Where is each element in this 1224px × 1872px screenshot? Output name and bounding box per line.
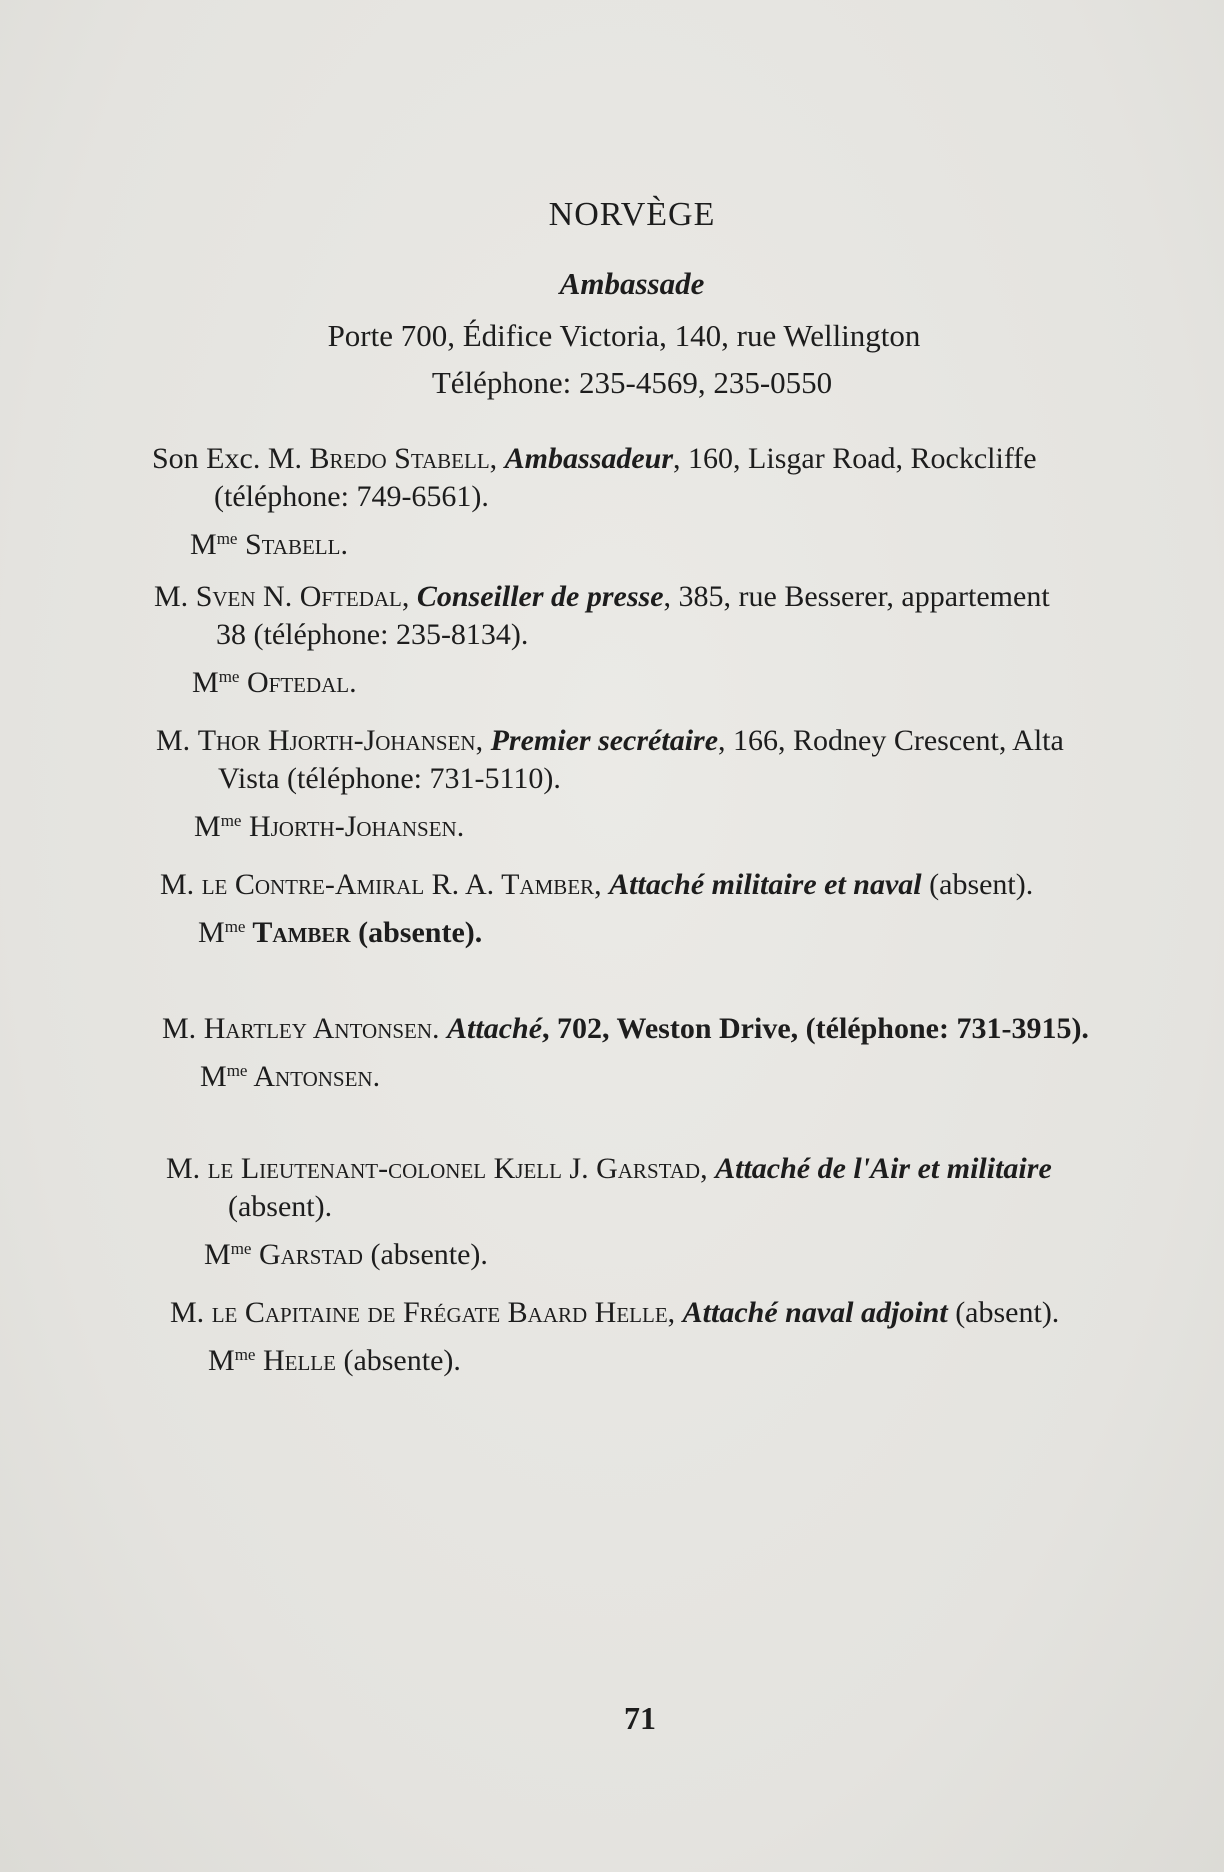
- spouse-name: Tamber: [245, 916, 351, 949]
- spouse-extra: .: [349, 666, 357, 699]
- page-number: 71: [624, 1700, 656, 1736]
- spouse-line: [162, 1052, 1092, 1096]
- entry-details: (absent).: [921, 868, 1034, 901]
- entry-prefix: M.: [156, 724, 198, 757]
- entry-role: Attaché naval adjoint: [682, 1296, 948, 1329]
- entry-role: Attaché de l'Air et militaire: [715, 1152, 1052, 1185]
- staff-entry: [170, 1294, 1100, 1380]
- entry-sep: .: [432, 1012, 448, 1045]
- entry-sep: ,: [700, 1152, 716, 1185]
- entry-prefix: Son Exc. M.: [152, 442, 310, 475]
- entry-role: Attaché: [447, 1012, 543, 1045]
- entry-main: [162, 1010, 1092, 1048]
- entry-main: [170, 1294, 1100, 1332]
- entry-details: , 160, Lisgar Road, Rockcliffe (téléphone: 749-6561).: [214, 442, 1037, 513]
- spouse-name: Oftedal: [239, 666, 350, 699]
- spouse-title-sup: me: [224, 917, 246, 936]
- embassy-address: Porte 700, Édifice Victoria, 140, rue Wellington: [327, 318, 921, 353]
- entry-sep: ,: [475, 724, 491, 757]
- entry-name: Sven N. Oftedal: [195, 580, 402, 613]
- entry-prefix: M.: [162, 1012, 204, 1045]
- entry-main: [160, 866, 1090, 904]
- spouse-extra: .: [372, 1060, 381, 1093]
- spouse-title: M: [198, 916, 225, 949]
- spouse-title: M: [200, 1060, 227, 1093]
- staff-entry: [166, 1150, 1096, 1274]
- entry-role: Attaché militaire et naval: [609, 868, 922, 901]
- staff-entry: [162, 1010, 1092, 1096]
- spouse-title: M: [194, 810, 221, 843]
- spouse-title: M: [208, 1344, 235, 1377]
- entry-name: Bredo Stabell: [309, 442, 490, 475]
- spouse-line: [152, 520, 1082, 564]
- entry-details: , 385, rue Besserer, appartement 38 (téléphone: 235-8134).: [216, 580, 1050, 651]
- entry-sep: ,: [401, 580, 417, 613]
- country-heading: NORVÈGE: [548, 196, 716, 233]
- entry-sep: ,: [489, 442, 505, 475]
- spouse-line: [160, 908, 1090, 952]
- entry-main: [166, 1150, 1096, 1226]
- spouse-name: Antonsen: [247, 1060, 373, 1093]
- staff-entry: [156, 722, 1086, 846]
- spouse-extra: .: [340, 528, 348, 561]
- spouse-title-sup: me: [218, 667, 240, 686]
- entry-role: Premier secrétaire: [490, 724, 719, 757]
- entry-sep: ,: [594, 868, 610, 901]
- spouse-title-sup: me: [220, 811, 242, 830]
- entry-prefix: M.: [166, 1152, 208, 1185]
- entry-details: (absent).: [947, 1296, 1060, 1329]
- entry-prefix: M.: [160, 868, 202, 901]
- spouse-title: M: [204, 1238, 231, 1271]
- staff-entry: [152, 440, 1082, 564]
- entry-prefix: M.: [154, 580, 196, 613]
- entry-name: le Lieutenant-colonel Kjell J. Garstad: [207, 1152, 701, 1185]
- entry-main: [152, 440, 1082, 516]
- spouse-name: Garstad: [251, 1238, 363, 1271]
- spouse-name: Helle: [255, 1344, 336, 1377]
- spouse-name: Hjorth-Johansen: [241, 810, 457, 843]
- spouse-extra: (absente).: [362, 1238, 488, 1271]
- spouse-line: [154, 658, 1084, 702]
- spouse-title: M: [192, 666, 219, 699]
- spouse-extra: (absente).: [335, 1344, 461, 1377]
- entry-name: le Capitaine de Frégate Baard Helle: [211, 1296, 668, 1329]
- entry-details: , 166, Rodney Crescent, Alta Vista (téléphone: 731-5110).: [218, 724, 1064, 795]
- spouse-title-sup: me: [226, 1061, 248, 1080]
- spouse-line: [156, 802, 1086, 846]
- spouse-name: Stabell: [237, 528, 341, 561]
- spouse-title: M: [190, 528, 217, 561]
- entry-role: Conseiller de presse: [416, 580, 664, 613]
- spouse-extra: (absente).: [350, 916, 483, 949]
- entry-details: , 702, Weston Drive, (téléphone: 731-3915).: [542, 1012, 1089, 1045]
- entry-role: Ambassadeur: [504, 442, 674, 475]
- entry-main: [156, 722, 1086, 798]
- entry-name: Thor Hjorth-Johansen: [197, 724, 476, 757]
- section-heading: Ambassade: [559, 266, 705, 301]
- entry-main: [154, 578, 1084, 654]
- spouse-title-sup: me: [230, 1239, 252, 1258]
- staff-entry: [154, 578, 1084, 702]
- entry-details: (absent).: [228, 1190, 333, 1223]
- spouse-title-sup: me: [234, 1345, 256, 1364]
- spouse-line: [166, 1230, 1096, 1274]
- spouse-extra: .: [456, 810, 465, 843]
- entry-name: le Contre-Amiral R. A. Tamber: [201, 868, 595, 901]
- entry-sep: ,: [667, 1296, 683, 1329]
- spouse-title-sup: me: [216, 529, 238, 548]
- staff-entry: [160, 866, 1090, 952]
- entry-prefix: M.: [170, 1296, 212, 1329]
- entry-name: Hartley Antonsen: [203, 1012, 433, 1045]
- embassy-telephone: Téléphone: 235-4569, 235-0550: [431, 365, 833, 400]
- spouse-line: [170, 1336, 1100, 1380]
